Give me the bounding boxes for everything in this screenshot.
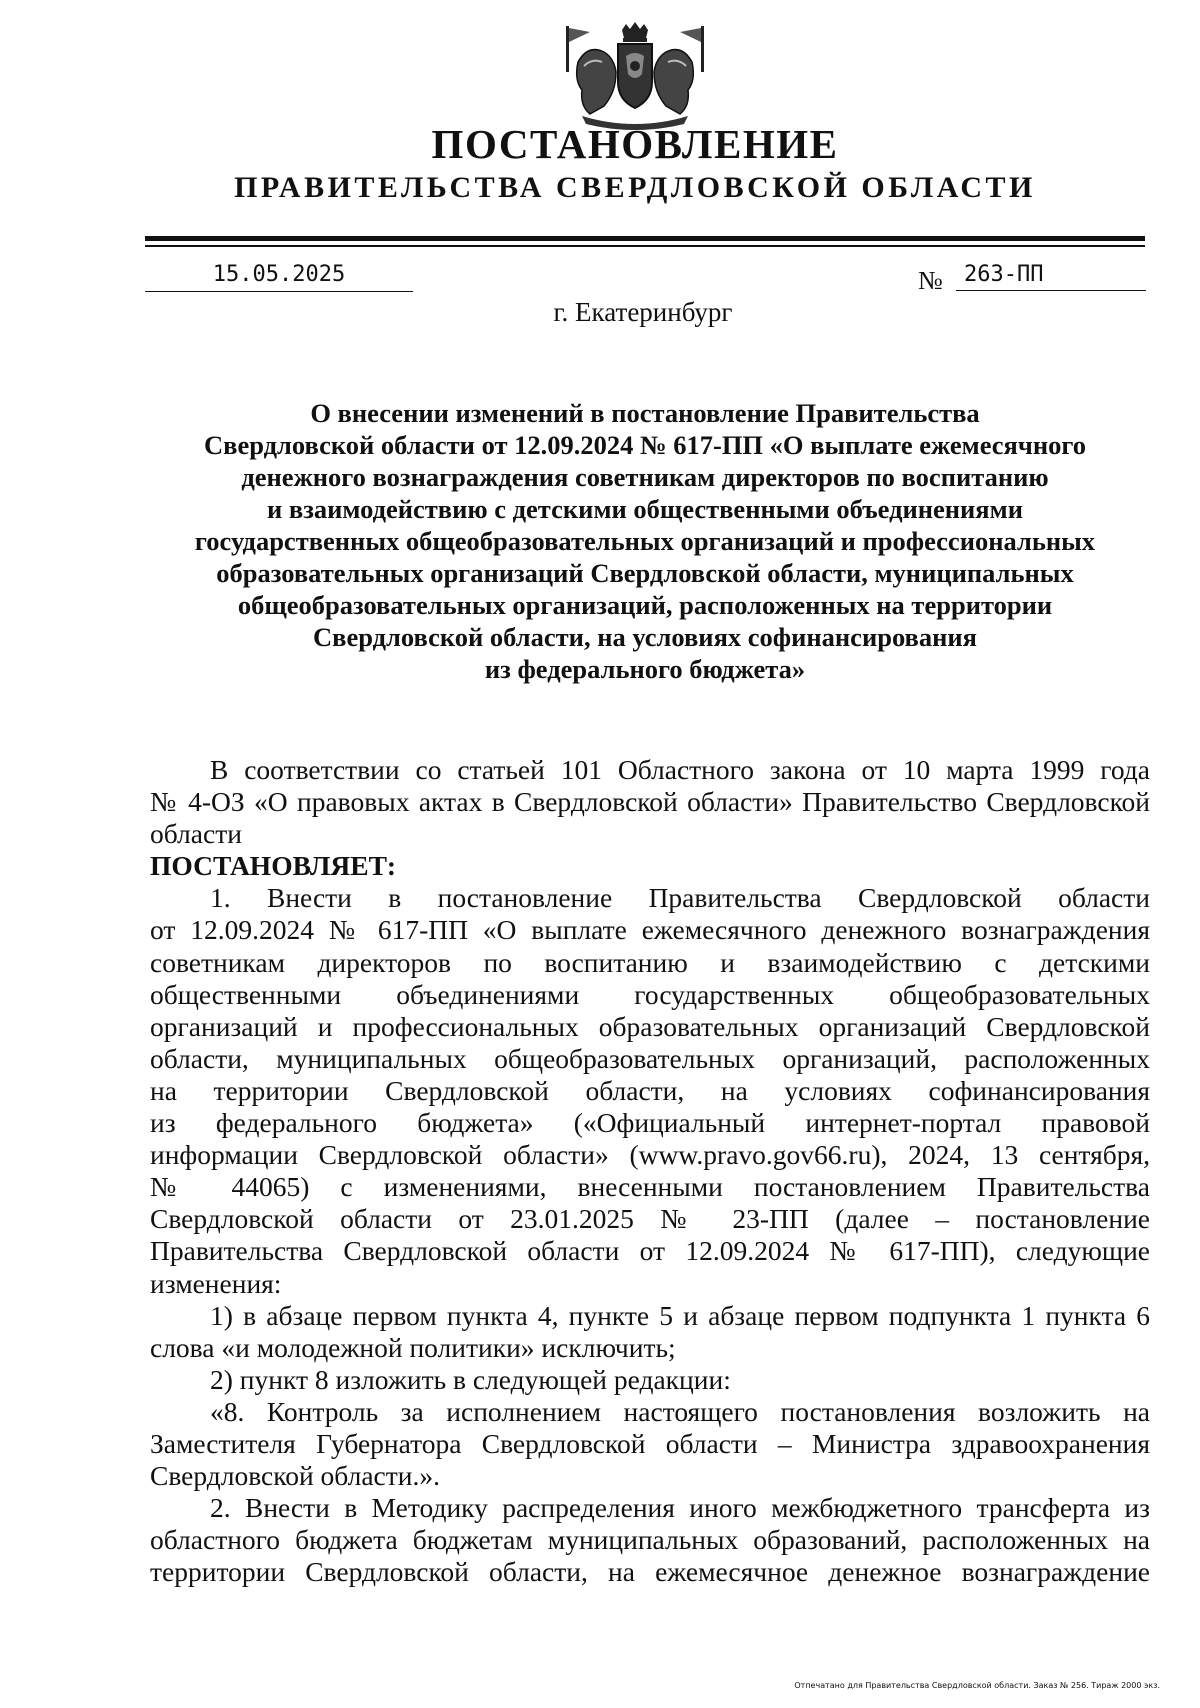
body-line: информации Свердловской области» (www.pravo.gov66.ru), 2024, 13 сентября, [150, 1139, 1150, 1171]
header-rule-thick [145, 236, 1145, 241]
body-line: 2) пункт 8 изложить в следующей редакции: [210, 1363, 731, 1395]
body-line: слова «и молодежной политики» исключить; [150, 1331, 676, 1363]
body-line: территории Свердловской области, на ежемесячное денежное вознаграждение [150, 1556, 1150, 1588]
document-date: 15.05.2025 [145, 261, 413, 292]
resolution-heading: ПОСТАНОВЛЯЕТ: [150, 850, 397, 882]
title-line: денежного вознаграждения советникам директоров по воспитанию [241, 462, 1049, 492]
body-line: организаций и профессиональных образовательных организаций Свердловской [150, 1010, 1150, 1042]
title-line: Свердловской области от 12.09.2024 № 617-ПП «О выплате ежемесячного [204, 430, 1086, 460]
document-title [140, 397, 1150, 685]
body-line: «8. Контроль за исполнением настоящего постановления возложить на [210, 1395, 1150, 1427]
body-line: 1) в абзаце первом пункта 4, пункте 5 и абзаце первом подпункта 1 пункта 6 [210, 1299, 1150, 1331]
title-line: общеобразовательных организаций, расположенных на территории [237, 590, 1053, 620]
body-line: от 12.09.2024 № 617-ПП «О выплате ежемесячного денежного вознаграждения [150, 914, 1150, 946]
body-line: общественными объединениями государственных общеобразовательных [150, 978, 1150, 1010]
issue-city: г. Екатеринбург [553, 297, 733, 327]
title-line: образовательных организаций Свердловской области, муниципальных [216, 558, 1074, 588]
body-line: области, муниципальных общеобразовательных организаций, расположенных [150, 1042, 1150, 1074]
body-line: 1. Внести в постановление Правительства Свердловской области [210, 882, 1150, 914]
document-type-heading: ПОСТАНОВЛЕНИЕ [431, 121, 839, 167]
body-line: Заместителя Губернатора Свердловской области – Министра здравоохранения [150, 1427, 1150, 1459]
body-line: области [150, 818, 242, 850]
print-note: Отпечатано для Правительства Свердловской области. Заказ № 256. Тираж 2000 экз. [794, 1681, 1160, 1690]
body-line: областного бюджета бюджетам муниципальных образований, расположенных на [150, 1524, 1150, 1556]
header-rule-thin [145, 245, 1145, 247]
issuing-authority-heading: ПРАВИТЕЛЬСТВА СВЕРДЛОВСКОЙ ОБЛАСТИ [234, 171, 1036, 204]
document-body [150, 754, 1150, 1588]
body-line: Правительства Свердловской области от 12.09.2024 № 617-ПП), следующие [150, 1235, 1150, 1267]
body-line: из федерального бюджета» («Официальный интернет-портал правовой [150, 1107, 1150, 1139]
body-line: Свердловской области от 23.01.2025 № 23-ПП (далее – постановление [150, 1203, 1150, 1235]
body-line: советникам директоров по воспитанию и взаимодействию с детскими [150, 946, 1150, 978]
body-line: 2. Внести в Методику распределения иного межбюджетного трансферта из [210, 1492, 1150, 1524]
body-line: № 4-ОЗ «О правовых актах в Свердловской области» Правительство Свердловской [150, 786, 1150, 818]
title-line: Свердловской области, на условиях софинансирования [313, 622, 977, 652]
document-number: 263-ПП [956, 261, 1146, 291]
coat-of-arms-icon [560, 22, 710, 132]
title-line: государственных общеобразовательных организаций и профессиональных [194, 526, 1096, 556]
title-line: О внесении изменений в постановление Правительства [310, 398, 980, 428]
body-line: В соответствии со статьей 101 Областного закона от 10 марта 1999 года [210, 754, 1150, 785]
body-line: № 44065) с изменениями, внесенными постановлением Правительства [150, 1171, 1150, 1203]
body-line: на территории Свердловской области, на условиях софинансирования [150, 1074, 1150, 1106]
number-sign: № [918, 266, 943, 295]
body-line: Свердловской области.». [150, 1460, 440, 1492]
title-line: из федерального бюджета» [484, 654, 806, 684]
body-line: изменения: [150, 1267, 282, 1299]
title-line: и взаимодействию с детскими общественными объединениями [267, 494, 1023, 524]
